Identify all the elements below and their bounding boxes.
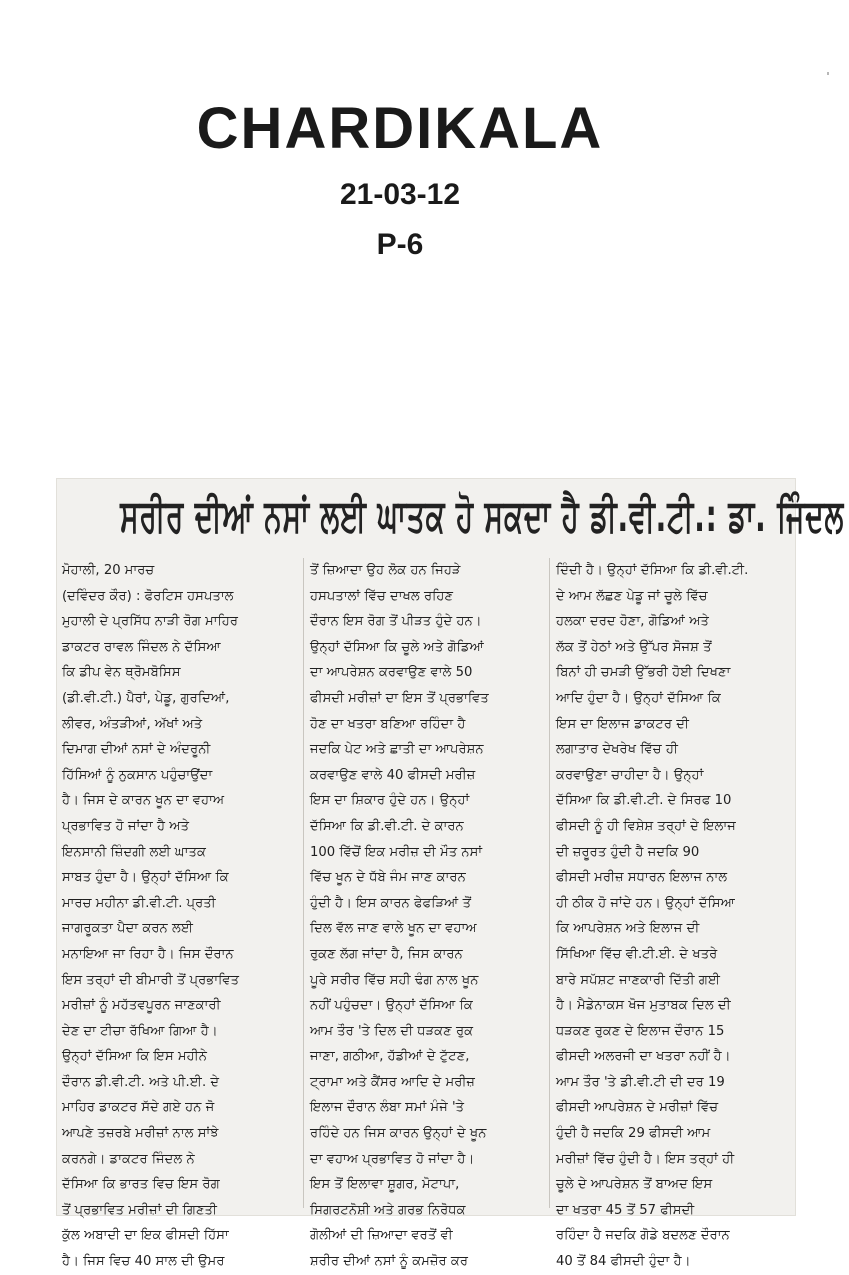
article-line: ਜਦਕਿ ਪੇਟ ਅਤੇ ਛਾਤੀ ਦਾ ਆਪਰੇਸ਼ਨ [310,742,484,758]
article-line: ਲੀਵਰ, ਅੰਤੜੀਆਂ, ਅੱਖਾਂ ਅਤੇ [62,716,203,732]
article-line: (ਦਵਿੰਦਰ ਕੌਰ) : ਫੋਰਟਿਸ ਹਸਪਤਾਲ [62,588,234,604]
article-line: ਹੁੰਦੀ ਹੈ। ਇਸ ਕਾਰਨ ਫੇਫੜਿਆਂ ਤੋਂ [310,895,472,911]
article-line: ਵਿੱਚ ਖੂਨ ਦੇ ਧੱਬੇ ਜੰਮ ਜਾਣ ਕਾਰਨ [310,870,466,886]
article-column-2 [310,558,546,1270]
article-line: ਦੀ ਜ਼ਰੂਰਤ ਹੁੰਦੀ ਹੈ ਜਦਕਿ 90 [556,844,700,860]
page-number: P-6 [376,228,424,261]
article-line: ਆਪਣੇ ਤਜ਼ਰਬੇ ਮਰੀਜ਼ਾਂ ਨਾਲ ਸਾਂਝੇ [62,1126,219,1142]
article-line: ਜਾਗਰੂਕਤਾ ਪੈਦਾ ਕਰਨ ਲਈ [62,921,194,937]
article-line: ਹਸਪਤਾਲਾਂ ਵਿੱਚ ਦਾਖਲ ਰਹਿਣ [310,588,454,604]
masthead [0,96,800,261]
article-line: ਧੜਕਣ ਰੁਕਣ ਦੇ ਇਲਾਜ ਦੌਰਾਨ 15 [556,1023,725,1039]
article-line: ਡਾਕਟਰ ਰਾਵਲ ਜਿੰਦਲ ਨੇ ਦੱਸਿਆ [62,639,221,655]
article-line: ਕਰਵਾਉਣਾ ਚਾਹੀਦਾ ਹੈ। ਉਨ੍ਹਾਂ [556,767,704,783]
article-line: ਇਨਸਾਨੀ ਜ਼ਿੰਦਗੀ ਲਈ ਘਾਤਕ [62,844,206,860]
article-line: ਚੂਲੇ ਦੇ ਆਪਰੇਸ਼ਨ ਤੋਂ ਬਾਅਦ ਇਸ [556,1177,713,1193]
article-headline: ਸਰੀਰ ਦੀਆਂ ਨਸਾਂ ਲਈ ਘਾਤਕ ਹੋ ਸਕਦਾ ਹੈ ਡੀ.ਵੀ.ਟੀ.: ਡਾ. ਜਿੰਦਲ [120,489,845,542]
article-line: ਇਸ ਦਾ ਸ਼ਿਕਾਰ ਹੁੰਦੇ ਹਨ। ਉਨ੍ਹਾਂ [310,793,470,809]
article-line: ਫੀਸਦੀ ਮਰੀਜ਼ ਸਧਾਰਨ ਇਲਾਜ ਨਾਲ [556,870,728,886]
article-line: ਫੀਸਦੀ ਨੂੰ ਹੀ ਵਿਸ਼ੇਸ਼ ਤਰ੍ਹਾਂ ਦੇ ਇਲਾਜ [556,818,736,834]
article-line: ਹੋਣ ਦਾ ਖਤਰਾ ਬਣਿਆ ਰਹਿੰਦਾ ਹੈ [310,716,466,732]
article-line: ਰਹਿੰਦੇ ਹਨ ਜਿਸ ਕਾਰਨ ਉਨ੍ਹਾਂ ਦੇ ਖੂਨ [310,1126,487,1142]
column-divider [303,558,304,1208]
article-line: 100 ਵਿੱਚੋਂ ਇਕ ਮਰੀਜ਼ ਦੀ ਮੌਤ ਨਸਾਂ [310,844,483,860]
article-line: ਦਾ ਖਤਰਾ 45 ਤੋਂ 57 ਫੀਸਦੀ [556,1202,695,1218]
article-line: ਕਰਨਗੇ। ਡਾਕਟਰ ਜਿੰਦਲ ਨੇ [62,1151,195,1167]
article-line: ਮਰੀਜ਼ਾਂ ਨੂੰ ਮਹੱਤਵਪੂਰਨ ਜਾਣਕਾਰੀ [62,998,221,1014]
article-line: ਦਾ ਆਪਰੇਸ਼ਨ ਕਰਵਾਉਣ ਵਾਲੇ 50 [310,665,473,681]
article-line: ਪੂਰੇ ਸਰੀਰ ਵਿੱਚ ਸਹੀ ਢੰਗ ਨਾਲ ਖੂਨ [310,972,479,988]
article-line: ਉਨ੍ਹਾਂ ਦੱਸਿਆ ਕਿ ਇਸ ਮਹੀਨੇ [62,1049,207,1065]
article-line: ਦੇਣ ਦਾ ਟੀਚਾ ਰੱਖਿਆ ਗਿਆ ਹੈ। [62,1023,218,1039]
article-line: ਹਿੱਸਿਆਂ ਨੂੰ ਨੁਕਸਾਨ ਪਹੁੰਚਾਉਂਦਾ [62,767,213,783]
article-line: ਹੈ। ਜਿਸ ਵਿਚ 40 ਸਾਲ ਦੀ ਉਮਰ [62,1254,225,1270]
article-line: ਕਿ ਡੀਪ ਵੇਨ ਥ੍ਰੋਮਬੋਸਿਸ [62,665,181,681]
article-line: ਤੋਂ ਪ੍ਰਭਾਵਿਤ ਮਰੀਜ਼ਾਂ ਦੀ ਗਿਣਤੀ [62,1202,217,1218]
article-line: ਇਸ ਤਰ੍ਹਾਂ ਦੀ ਬੀਮਾਰੀ ਤੋਂ ਪ੍ਰਭਾਵਿਤ [62,972,240,988]
article-line: ਹੈ। ਜਿਸ ਦੇ ਕਾਰਨ ਖੂਨ ਦਾ ਵਹਾਅ [62,793,225,809]
article-line: ਕਿ ਆਪਰੇਸ਼ਨ ਅਤੇ ਇਲਾਜ ਦੀ [556,921,700,937]
scan-speck [827,72,829,75]
article-line: ਇਸ ਦਾ ਇਲਾਜ ਡਾਕਟਰ ਦੀ [556,716,689,732]
article-line: ਲੱਕ ਤੋਂ ਹੇਠਾਂ ਅਤੇ ਉੱਪਰ ਸੋਜਸ਼ ਤੋਂ [556,639,712,655]
article-line: ਕੁੱਲ ਅਬਾਦੀ ਦਾ ਇਕ ਫੀਸਦੀ ਹਿੱਸਾ [62,1228,229,1244]
publication-date: 21-03-12 [339,178,461,211]
article-line: ਪ੍ਰਭਾਵਿਤ ਹੋ ਜਾਂਦਾ ਹੈ ਅਤੇ [62,818,190,834]
article-line: ਦੱਸਿਆ ਕਿ ਭਾਰਤ ਵਿਚ ਇਸ ਰੋਗ [62,1177,220,1193]
article-line: ਦੌਰਾਨ ਇਸ ਰੋਗ ਤੋਂ ਪੀੜਤ ਹੁੰਦੇ ਹਨ। [310,614,482,630]
article-line: ਬਿਨਾਂ ਹੀ ਚਮੜੀ ਉੱਭਰੀ ਹੋਈ ਦਿਖਣਾ [556,665,731,681]
column-divider [549,558,550,1208]
article-line: ਰਹਿੰਦਾ ਹੈ ਜਦਕਿ ਗੋਡੇ ਬਦਲਣ ਦੌਰਾਨ [556,1228,730,1244]
article-line: ਕਰਵਾਉਣ ਵਾਲੇ 40 ਫੀਸਦੀ ਮਰੀਜ਼ [310,767,476,783]
article-line: ਜਾਣਾ, ਗਠੀਆ, ਹੱਡੀਆਂ ਦੇ ਟੁੱਟਣ, [310,1049,470,1065]
article-line: ਮਨਾਇਆ ਜਾ ਰਿਹਾ ਹੈ। ਜਿਸ ਦੌਰਾਨ [62,946,234,962]
article-line: (ਡੀ.ਵੀ.ਟੀ.) ਪੈਰਾਂ, ਪੇਡੂ, ਗੁਰਦਿਆਂ, [62,690,230,706]
article-line: ਬਾਰੇ ਸਪੱਸ਼ਟ ਜਾਣਕਾਰੀ ਦਿੱਤੀ ਗਈ [556,972,721,988]
article-line: ਇਲਾਜ ਦੌਰਾਨ ਲੰਬਾ ਸਮਾਂ ਮੰਜੇ 'ਤੇ [310,1100,465,1116]
article-line: ਲਗਾਤਾਰ ਦੇਖਰੇਖ ਵਿੱਚ ਹੀ [556,742,678,758]
article-line: ਉਨ੍ਹਾਂ ਦੱਸਿਆ ਕਿ ਚੂਲੇ ਅਤੇ ਗੋਡਿਆਂ [310,639,484,655]
article-line: ਦੱਸਿਆ ਕਿ ਡੀ.ਵੀ.ਟੀ. ਦੇ ਸਿਰਫ 10 [556,793,732,809]
article-line: ਦੌਰਾਨ ਡੀ.ਵੀ.ਟੀ. ਅਤੇ ਪੀ.ਈ. ਦੇ [62,1074,220,1090]
article-line: ਦਿਮਾਗ ਦੀਆਂ ਨਸਾਂ ਦੇ ਅੰਦਰੂਨੀ [62,742,211,758]
article-line: ਮਾਰਚ ਮਹੀਨਾ ਡੀ.ਵੀ.ਟੀ. ਪ੍ਰਤੀ [62,895,216,911]
article-line: ਆਦਿ ਹੁੰਦਾ ਹੈ। ਉਨ੍ਹਾਂ ਦੱਸਿਆ ਕਿ [556,690,721,706]
article-line: ਗੋਲੀਆਂ ਦੀ ਜ਼ਿਆਦਾ ਵਰਤੋਂ ਵੀ [310,1228,453,1244]
article-line: ਆਮ ਤੌਰ 'ਤੇ ਦਿਲ ਦੀ ਧੜਕਣ ਰੁਕ [310,1023,474,1039]
article-line: ਦੱਸਿਆ ਕਿ ਡੀ.ਵੀ.ਟੀ. ਦੇ ਕਾਰਨ [310,818,464,834]
article-line: ਹੈ। ਮੈਡੇਨਾਕਸ ਖੋਜ ਮੁਤਾਬਕ ਦਿਲ ਦੀ [556,998,731,1014]
article-line: ਫੀਸਦੀ ਅਲਰਜੀ ਦਾ ਖਤਰਾ ਨਹੀਂ ਹੈ। [556,1049,731,1065]
article-line: ਹੀ ਠੀਕ ਹੋ ਜਾਂਦੇ ਹਨ। ਉਨ੍ਹਾਂ ਦੱਸਿਆ [556,895,735,911]
article-line: ਰੁਕਣ ਲੱਗ ਜਾਂਦਾ ਹੈ, ਜਿਸ ਕਾਰਨ [310,946,463,962]
article-line: ਟ੍ਰਾਮਾ ਅਤੇ ਕੈਂਸਰ ਆਦਿ ਦੇ ਮਰੀਜ਼ [310,1074,476,1090]
article-column-1 [62,558,298,1270]
article-line: ਮੋਹਾਲੀ, 20 ਮਾਰਚ [62,563,155,578]
article-line: ਫੀਸਦੀ ਆਪਰੇਸ਼ਨ ਦੇ ਮਰੀਜ਼ਾਂ ਵਿੱਚ [556,1100,719,1116]
article-line: ਸਾਬਤ ਹੁੰਦਾ ਹੈ। ਉਨ੍ਹਾਂ ਦੱਸਿਆ ਕਿ [62,870,229,886]
article-line: ਆਮ ਤੌਰ 'ਤੇ ਡੀ.ਵੀ.ਟੀ ਦੀ ਦਰ 19 [556,1074,725,1090]
article-column-3 [556,558,792,1270]
article-line: ਨਹੀਂ ਪਹੁੰਚਦਾ। ਉਨ੍ਹਾਂ ਦੱਸਿਆ ਕਿ [310,998,473,1014]
article-line: ਸਿਗਰਟਨੋਸ਼ੀ ਅਤੇ ਗਰਭ ਨਿਰੋਧਕ [310,1202,466,1218]
article-line: ਹੁੰਦੀ ਹੈ ਜਦਕਿ 29 ਫੀਸਦੀ ਆਮ [556,1126,711,1142]
article-line: ਦਾ ਵਹਾਅ ਪ੍ਰਭਾਵਿਤ ਹੋ ਜਾਂਦਾ ਹੈ। [310,1151,475,1167]
article-line: ਸ਼ਰੀਰ ਦੀਆਂ ਨਸਾਂ ਨੂੰ ਕਮਜ਼ੋਰ ਕਰ [310,1254,469,1270]
article-line: 40 ਤੋਂ 84 ਫੀਸਦੀ ਹੁੰਦਾ ਹੈ। [556,1254,691,1270]
article-line: ਤੋਂ ਜ਼ਿਆਦਾ ਉਹ ਲੋਕ ਹਨ ਜਿਹੜੇ [310,563,461,578]
newspaper-clipping [56,478,845,1270]
article-line: ਹਲਕਾ ਦਰਦ ਹੋਣਾ, ਗੋਡਿਆਂ ਅਤੇ [556,614,709,630]
article-line: ਮੁਹਾਲੀ ਦੇ ਪ੍ਰਸਿੱਧ ਨਾੜੀ ਰੋਗ ਮਾਹਿਰ [62,614,239,630]
article-line: ਮਾਹਿਰ ਡਾਕਟਰ ਸੱਦੇ ਗਏ ਹਨ ਜੋ [62,1100,215,1116]
article-line: ਦੇ ਆਮ ਲੱਛਣ ਪੇਡੂ ਜਾਂ ਚੂਲੇ ਵਿੱਚ [556,588,708,604]
article-line: ਫੀਸਦੀ ਮਰੀਜ਼ਾਂ ਦਾ ਇਸ ਤੋਂ ਪ੍ਰਭਾਵਿਤ [310,690,489,706]
newspaper-name: CHARDIKALA [196,96,604,161]
article-line: ਇਸ ਤੋਂ ਇਲਾਵਾ ਸ਼ੂਗਰ, ਮੋਟਾਪਾ, [310,1177,460,1193]
article-line: ਮਰੀਜ਼ਾਂ ਵਿੱਚ ਹੁੰਦੀ ਹੈ। ਇਸ ਤਰ੍ਹਾਂ ਹੀ [556,1151,735,1167]
article-line: ਦਿੰਦੀ ਹੈ। ਉਨ੍ਹਾਂ ਦੱਸਿਆ ਕਿ ਡੀ.ਵੀ.ਟੀ. [556,563,749,578]
article-line: ਸਿੱਖਿਆ ਵਿੱਚ ਵੀ.ਟੀ.ਈ. ਦੇ ਖਤਰੇ [556,946,718,962]
article-line: ਦਿਲ ਵੱਲ ਜਾਣ ਵਾਲੇ ਖੂਨ ਦਾ ਵਹਾਅ [310,921,477,937]
